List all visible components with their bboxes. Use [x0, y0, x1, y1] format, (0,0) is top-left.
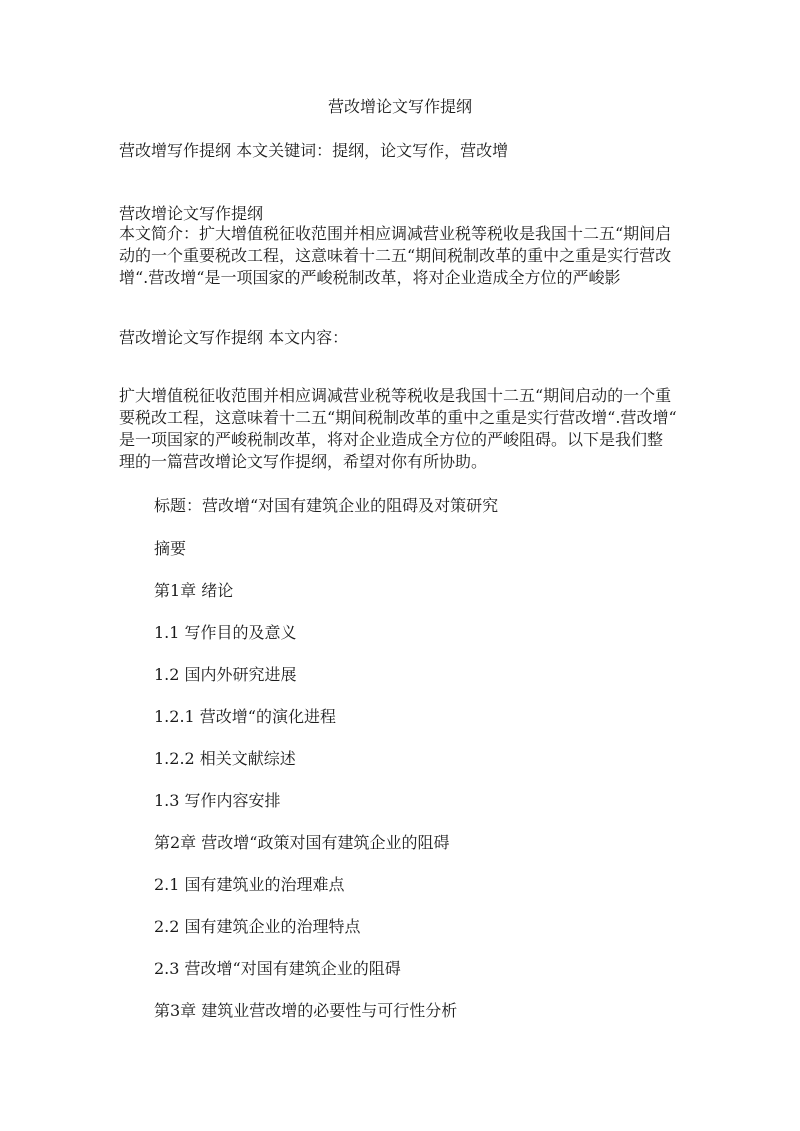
outline-item: 1.2.1 营改增“的演化进程 — [154, 707, 336, 726]
body-line: 理的一篇营改增论文写作提纲，希望对你有所协助。 — [119, 452, 488, 471]
outline-item: 第1章 绪论 — [154, 581, 234, 600]
outline-item: 第3章 建筑业营改增的必要性与可行性分析 — [154, 1001, 458, 1020]
outline-item: 1.3 写作内容安排 — [154, 791, 281, 810]
document-title: 营改增论文写作提纲 — [327, 97, 472, 116]
body-line: 是一项国家的严峻税制改革，将对企业造成全方位的严峻阻碍。以下是我们整 — [119, 430, 664, 449]
outline-item: 2.1 国有建筑业的治理难点 — [154, 875, 345, 894]
outline-item: 2.2 国有建筑企业的治理特点 — [154, 917, 361, 936]
keywords-line: 营改增写作提纲 本文关键词：提纲，论文写作，营改增 — [119, 141, 509, 160]
section-heading: 营改增论文写作提纲 — [119, 204, 264, 223]
summary-line: 本文简介：扩大增值税征收范围并相应调减营业税等税收是我国十二五“期间启 — [119, 224, 672, 243]
content-heading: 营改增论文写作提纲 本文内容： — [119, 328, 349, 347]
outline-item: 2.3 营改增“对国有建筑企业的阻碍 — [154, 959, 401, 978]
body-paragraph — [119, 385, 687, 473]
summary-line: 动的一个重要税改工程，这意味着十二五“期间税制改革的重中之重是实行营改 — [119, 246, 672, 265]
outline-item: 1.1 写作目的及意义 — [154, 623, 297, 642]
body-line: 要税改工程，这意味着十二五“期间税制改革的重中之重是实行营改增“.营改增“ — [119, 408, 677, 427]
outline-title: 标题：营改增“对国有建筑企业的阻碍及对策研究 — [154, 496, 499, 515]
summary-paragraph — [119, 223, 687, 289]
outline-item: 第2章 营改增“政策对国有建筑企业的阻碍 — [154, 833, 450, 852]
outline-item: 摘要 — [154, 539, 187, 558]
summary-line: 增“.营改增“是一项国家的严峻税制改革，将对企业造成全方位的严峻影 — [119, 268, 621, 287]
outline-item: 1.2 国内外研究进展 — [154, 665, 297, 684]
outline-item: 1.2.2 相关文献综述 — [154, 749, 296, 768]
body-line: 扩大增值税征收范围并相应调减营业税等税收是我国十二五“期间启动的一个重 — [119, 386, 672, 405]
